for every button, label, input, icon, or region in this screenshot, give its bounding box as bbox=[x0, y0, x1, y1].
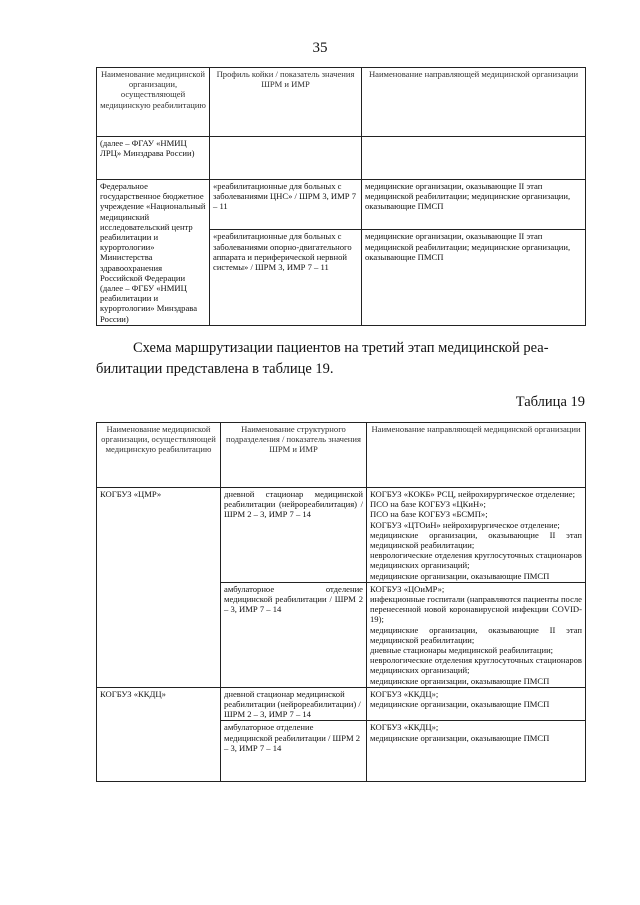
referring-item: КОГБУЗ «КОКБ» РСЦ, нейрохирургическое отделение; bbox=[370, 489, 575, 499]
referring-cell bbox=[367, 488, 586, 583]
header-org: Наименование медицинской организации, осуществляющей медицинскую реабилитацию bbox=[97, 68, 210, 137]
profile-cell: «реабилитационные для больных с заболеваниями опорно-двигательного аппарата и периферической нервной системы» / ШРМ 3, ИМР 7 – 11 bbox=[210, 230, 362, 325]
org-cell: КОГБУЗ «ККДЦ» bbox=[97, 687, 221, 782]
paragraph-line-1: Схема маршрутизации пациентов на третий этап медицинской реа- bbox=[133, 340, 549, 356]
referring-item: дневные стационары медицинской реабилитации; bbox=[370, 645, 554, 656]
header-org: Наименование медицинской организации, осуществляющей медицинскую реабилитацию bbox=[97, 423, 221, 488]
header-unit: Наименование структурного подразделения / показатель значения ШРМ и ИМР bbox=[221, 423, 367, 488]
table-19 bbox=[96, 422, 586, 782]
table-row bbox=[97, 687, 586, 721]
org-cell: КОГБУЗ «ЦМР» bbox=[97, 488, 221, 688]
referring-item: КОГБУЗ «ККДЦ»; bbox=[370, 688, 439, 699]
referring-cell: медицинские организации, оказывающие II этап медицинской реабилитации; медицинские организации, оказывающие ПМСП bbox=[362, 230, 586, 325]
referring-item: КОГБУЗ «ККДЦ»; bbox=[370, 722, 439, 733]
referring-item: медицинские организации, оказывающие ПМСП bbox=[370, 699, 550, 710]
table-caption: Таблица 19 bbox=[515, 394, 585, 410]
referring-item: ПСО на базе КОГБУЗ «ЦКиН»; bbox=[370, 499, 486, 510]
org-cell: (далее – ФГАУ «НМИЦ ЛРЦ» Минздрава России) bbox=[97, 137, 210, 180]
table-row bbox=[97, 180, 586, 230]
profile-cell bbox=[210, 137, 362, 180]
unit-cell: дневной стационар медицинской реабилитации (нейрореабилитации) / ШРМ 2 – 3, ИМР 7 – 14 bbox=[221, 687, 367, 721]
paragraph-line-2: билитации представлена в таблице 19. bbox=[96, 361, 334, 377]
referring-item: ПСО на базе КОГБУЗ «БСМП»; bbox=[370, 509, 488, 520]
page-number: 35 bbox=[312, 40, 328, 56]
referring-item: КОГБУЗ «ЦТОиН» нейрохирургическое отделение; bbox=[370, 519, 560, 530]
org-cell: Федеральное государственное бюджетное учреждение «Национальный медицинский исследовательский центр реабилитации и курортологии» Министерства здравоохранения Российской Федерации (далее – ФГБУ «НМИЦ реабилитации и курортологии» Минздрава России) bbox=[97, 180, 210, 326]
table-header-row bbox=[97, 423, 586, 488]
referring-cell: медицинские организации, оказывающие II этап медицинской реабилитации; медицинские организации, оказывающие ПМСП bbox=[362, 180, 586, 230]
table-continued bbox=[96, 67, 586, 326]
table-row bbox=[97, 137, 586, 180]
referring-cell bbox=[362, 137, 586, 180]
referring-cell bbox=[367, 687, 586, 721]
header-referring: Наименование направляющей медицинской организации bbox=[362, 68, 586, 137]
referring-item: медицинские организации, оказывающие ПМСП bbox=[370, 675, 550, 686]
referring-item: медицинские организации, оказывающие II этап медицинской реабилитации; bbox=[370, 624, 582, 645]
referring-item: неврологические отделения круглосуточных стационаров медицинских организаций; bbox=[370, 655, 582, 676]
referring-item: медицинские организации, оказывающие ПМСП bbox=[370, 570, 550, 581]
table-row bbox=[97, 488, 586, 583]
referring-item: неврологические отделения круглосуточных стационаров медицинских организаций; bbox=[370, 550, 582, 571]
table-header-row bbox=[97, 68, 586, 137]
referring-item: КОГБУЗ «ЦОиМР»; bbox=[370, 583, 445, 594]
profile-cell: «реабилитационные для больных с заболеваниями ЦНС» / ШРМ 3, ИМР 7 – 11 bbox=[210, 180, 362, 230]
unit-cell: амбулаторное отделение медицинской реабилитации / ШРМ 2 – 3, ИМР 7 – 14 bbox=[221, 721, 367, 782]
unit-cell: дневной стационар медицинской реабилитации (нейрореабилитация) / ШРМ 2 – 3, ИМР 7 – 14 bbox=[221, 488, 367, 583]
referring-item: инфекционные госпитали (направляются пациенты после перенесенной новой коронавирусной инфекции COVID-19); bbox=[370, 594, 582, 625]
referring-cell bbox=[367, 582, 586, 687]
header-profile: Профиль койки / показатель значения ШРМ и ИМР bbox=[210, 68, 362, 137]
referring-item: медицинские организации, оказывающие II этап медицинской реабилитации; bbox=[370, 529, 582, 551]
referring-item: медицинские организации, оказывающие ПМСП bbox=[370, 732, 550, 743]
unit-cell: амбулаторное отделение медицинской реабилитации / ШРМ 2 – 3, ИМР 7 – 14 bbox=[221, 582, 367, 687]
header-referring: Наименование направляющей медицинской организации bbox=[367, 423, 586, 488]
referring-cell bbox=[367, 721, 586, 782]
